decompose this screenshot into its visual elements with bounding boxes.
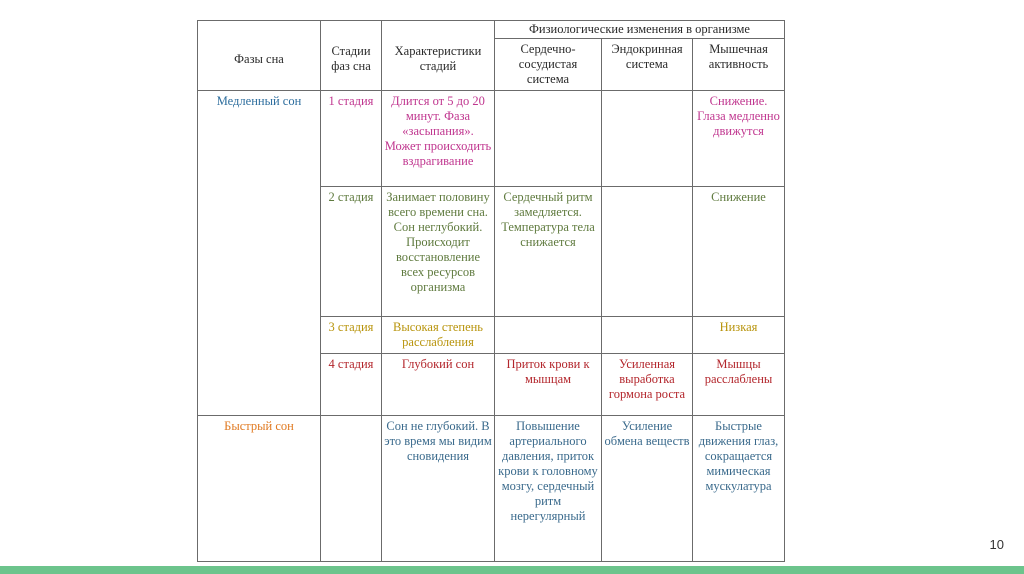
header-stages: Стадии фаз сна (321, 21, 382, 91)
phase-fast-sleep: Быстрый сон (198, 416, 321, 562)
stage-4: 4 стадия (321, 354, 382, 416)
fast-stage (321, 416, 382, 562)
footer-bar (0, 566, 1024, 574)
stage-4-cardio: Приток крови к мышцам (495, 354, 602, 416)
sleep-phases-table (197, 20, 785, 562)
stage-2-characteristics: Занимает половину всего времени сна. Сон неглубокий. Происходит восстановление всех ресурсов организма (382, 187, 495, 317)
stage-3-cardio (495, 317, 602, 354)
stage-3-muscle: Низкая (693, 317, 785, 354)
header-characteristics: Характеристики стадий (382, 21, 495, 91)
fast-characteristics: Сон не глубокий. В это время мы видим сновидения (382, 416, 495, 562)
stage-1-cardio (495, 91, 602, 187)
stage-1: 1 стадия (321, 91, 382, 187)
stage-2-cardio: Сердечный ритм замедляется. Температура тела снижается (495, 187, 602, 317)
header-cardio: Сердечно-сосудистая система (495, 39, 602, 91)
page-number: 10 (989, 537, 1004, 552)
stage-2: 2 стадия (321, 187, 382, 317)
phase-slow-sleep: Медленный сон (198, 91, 321, 416)
header-phases: Фазы сна (198, 21, 321, 91)
stage-4-endocrine: Усиленная выработка гормона роста (602, 354, 693, 416)
stage-2-endocrine (602, 187, 693, 317)
stage-3-characteristics: Высокая степень расслабления (382, 317, 495, 354)
header-muscle: Мышечная активность (693, 39, 785, 91)
stage-4-muscle: Мышцы расслаблены (693, 354, 785, 416)
stage-1-endocrine (602, 91, 693, 187)
fast-muscle: Быстрые движения глаз, сокращается мимическая мускулатура (693, 416, 785, 562)
stage-4-characteristics: Глубокий сон (382, 354, 495, 416)
fast-cardio: Повышение артериального давления, приток крови к головному мозгу, сердечный ритм нерегулярный (495, 416, 602, 562)
stage-2-muscle: Снижение (693, 187, 785, 317)
stage-1-characteristics: Длится от 5 до 20 минут. Фаза «засыпания». Может происходить вздрагивание (382, 91, 495, 187)
stage-3: 3 стадия (321, 317, 382, 354)
fast-endocrine: Усиление обмена веществ (602, 416, 693, 562)
stage-1-muscle: Снижение. Глаза медленно движутся (693, 91, 785, 187)
header-physiological-changes: Физиологические изменения в организме (495, 21, 785, 39)
stage-3-endocrine (602, 317, 693, 354)
header-endocrine: Эндокринная система (602, 39, 693, 91)
